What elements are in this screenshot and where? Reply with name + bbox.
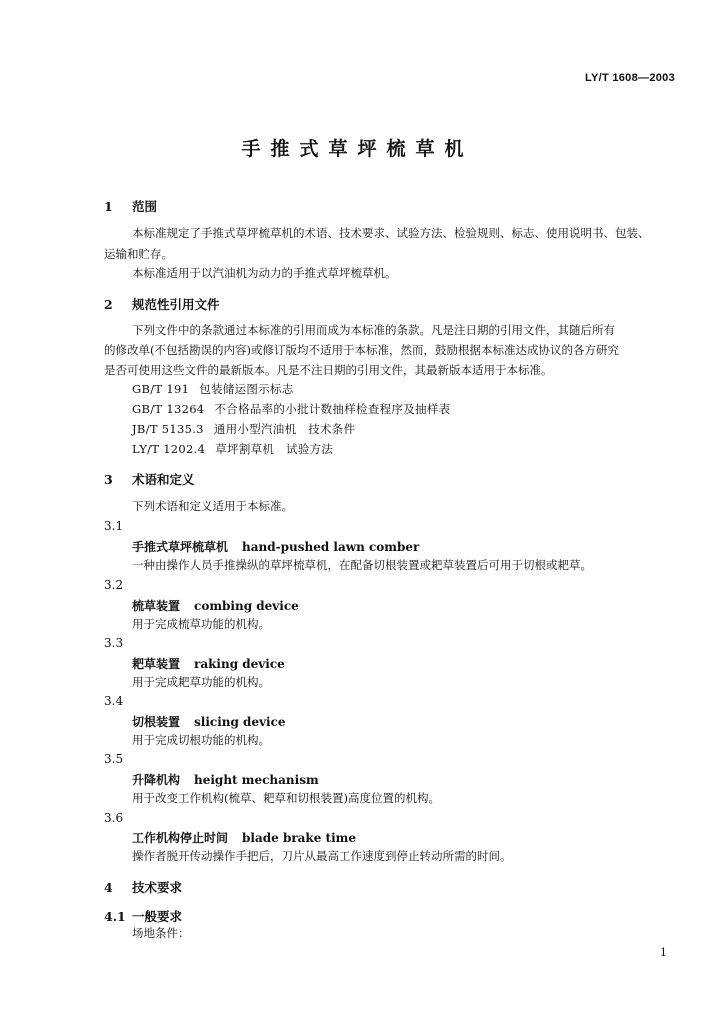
term-definition: 操作者脱开传动操作手把后，刀片从最高工作速度到停止转动所需的时间。 bbox=[132, 849, 512, 863]
term-heading bbox=[132, 829, 356, 846]
term-definition: 用于完成耙草功能的机构。 bbox=[132, 675, 270, 689]
term-zh: 升降机构 bbox=[132, 773, 181, 787]
reference-item bbox=[132, 401, 450, 417]
s2-paragraph-line-1: 下列文件中的条款通过本标准的引用而成为本标准的条款。凡是注日期的引用文件，其随后所有 bbox=[132, 323, 615, 337]
reference-name: 不合格品率的小批计数抽样检查程序及抽样表 bbox=[214, 402, 451, 416]
subsection-number: 4.1 bbox=[104, 909, 126, 924]
s1-paragraph-1-line-1: 本标准规定了手推式草坪梳草机的术语、技术要求、试验方法、检验规则、标志、使用说明书、包装、 bbox=[132, 226, 650, 240]
term-zh: 切根装置 bbox=[132, 715, 181, 729]
section-number: 2 bbox=[104, 297, 113, 312]
section-number: 4 bbox=[104, 880, 113, 895]
term-en: blade brake time bbox=[242, 831, 356, 845]
term-en: combing device bbox=[194, 599, 299, 613]
s1-paragraph-2: 本标准适用于以汽油机为动力的手推式草坪梳草机。 bbox=[132, 266, 397, 280]
reference-name: 通用小型汽油机 技术条件 bbox=[213, 422, 356, 436]
term-heading bbox=[132, 597, 299, 614]
term-en: height mechanism bbox=[194, 773, 319, 787]
term-number: 3.5 bbox=[104, 752, 124, 766]
term-definition: 用于完成切根功能的机构。 bbox=[132, 733, 270, 747]
term-definition: 用于完成梳草功能的机构。 bbox=[132, 617, 270, 631]
term-en: hand-pushed lawn comber bbox=[242, 540, 420, 554]
section-4-heading bbox=[104, 878, 182, 896]
term-definition: 一种由操作人员手推操纵的草坪梳草机，在配备切根装置或耙草装置后可用于切根或耙草。 bbox=[132, 558, 592, 572]
term-definition: 用于改变工作机构(梳草、耙草和切根装置)高度位置的机构。 bbox=[132, 791, 440, 805]
s2-paragraph-line-3: 是否可使用这些文件的最新版本。凡是不注日期的引用文件，其最新版本适用于本标准。 bbox=[104, 363, 553, 377]
reference-name: 包装储运图示标志 bbox=[199, 382, 294, 396]
subsection-title: 一般要求 bbox=[132, 909, 183, 924]
section-title: 技术要求 bbox=[132, 880, 183, 895]
reference-item bbox=[132, 381, 294, 397]
term-zh: 手推式草坪梳草机 bbox=[132, 540, 229, 554]
section-number: 1 bbox=[104, 199, 113, 214]
reference-code: JB/T 5135.3 bbox=[132, 422, 204, 436]
reference-code: GB/T 191 bbox=[132, 382, 190, 396]
reference-item bbox=[132, 441, 333, 457]
term-zh: 梳草装置 bbox=[132, 599, 181, 613]
standard-code: LY/T 1608—2003 bbox=[584, 72, 675, 84]
term-en: raking device bbox=[194, 657, 285, 671]
term-en: slicing device bbox=[194, 715, 286, 729]
term-heading bbox=[132, 713, 286, 730]
section-title: 规范性引用文件 bbox=[132, 297, 220, 312]
term-number: 3.1 bbox=[104, 519, 124, 533]
section-2-heading bbox=[104, 295, 220, 313]
section-title: 术语和定义 bbox=[132, 472, 195, 487]
term-heading bbox=[132, 538, 419, 555]
term-zh: 工作机构停止时间 bbox=[132, 831, 229, 845]
document-title: 手推式草坪梳草机 bbox=[241, 138, 474, 160]
term-heading bbox=[132, 771, 319, 788]
section-number: 3 bbox=[104, 472, 113, 487]
s4-site-conditions: 场地条件： bbox=[132, 926, 190, 940]
reference-code: LY/T 1202.4 bbox=[132, 442, 206, 456]
term-number: 3.6 bbox=[104, 811, 124, 825]
s1-paragraph-1-line-2: 运输和贮存。 bbox=[104, 247, 173, 261]
section-3-heading bbox=[104, 470, 195, 488]
reference-item bbox=[132, 421, 355, 437]
reference-code: GB/T 13264 bbox=[132, 402, 205, 416]
s2-paragraph-line-2: 的修改单(不包括勘误的内容)或修订版均不适用于本标准，然而，鼓励根据本标准达成协议的各方研究 bbox=[104, 343, 619, 357]
section-title: 范围 bbox=[132, 199, 158, 214]
page-number: 1 bbox=[660, 946, 667, 959]
term-heading bbox=[132, 655, 285, 672]
s3-intro: 下列术语和定义适用于本标准。 bbox=[132, 499, 293, 513]
term-number: 3.2 bbox=[104, 578, 124, 592]
reference-name: 草坪割草机 试验方法 bbox=[215, 442, 334, 456]
term-number: 3.4 bbox=[104, 694, 124, 708]
term-number: 3.3 bbox=[104, 636, 124, 650]
term-zh: 耙草装置 bbox=[132, 657, 181, 671]
section-1-heading bbox=[104, 197, 157, 215]
subsection-4-1-heading bbox=[104, 907, 182, 925]
